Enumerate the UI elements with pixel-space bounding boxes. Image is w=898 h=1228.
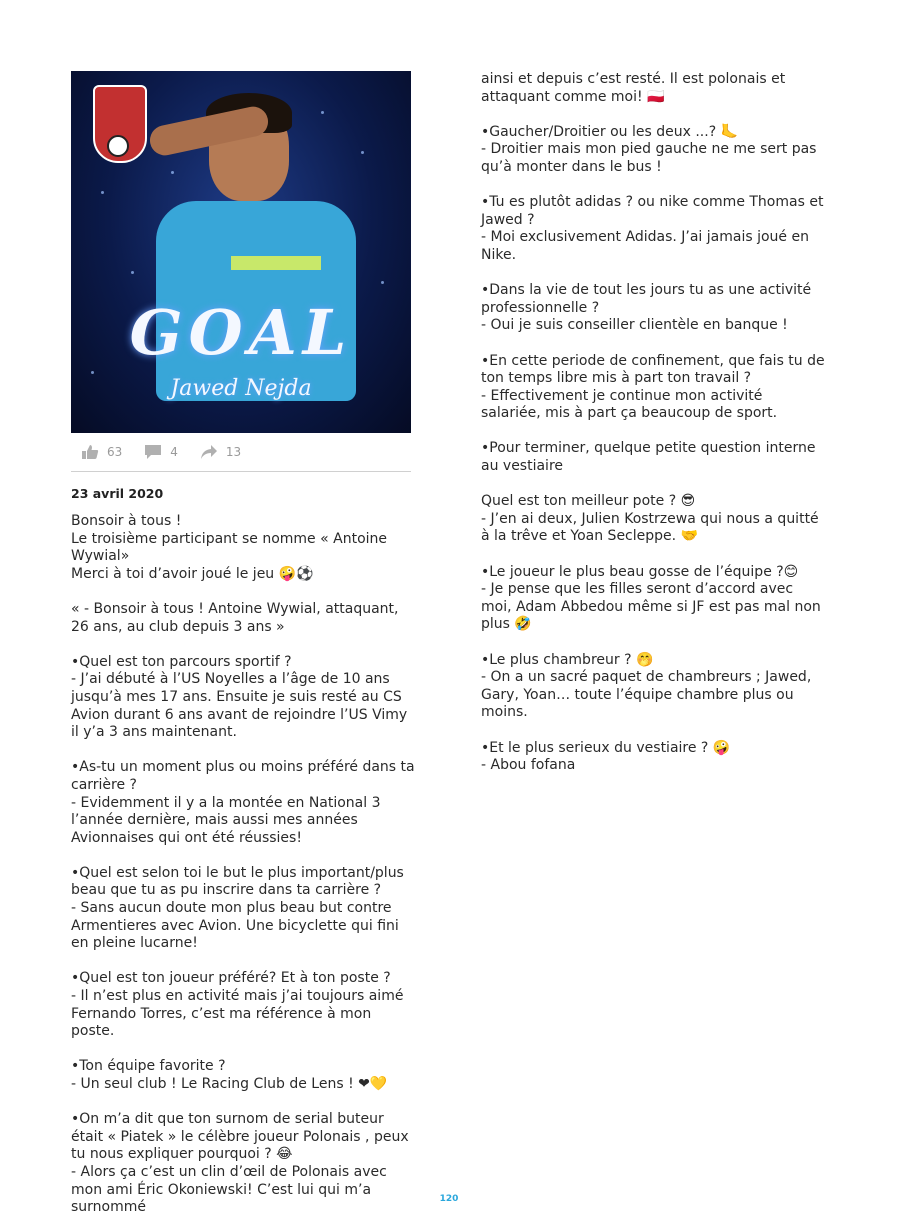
left-column <box>71 71 416 1217</box>
comment-button[interactable] <box>144 444 178 460</box>
share-arrow-icon <box>200 444 218 460</box>
jersey-sponsor <box>231 256 321 270</box>
page-number: 120 <box>439 1194 459 1204</box>
player-name: Jawed Nejda <box>170 376 312 401</box>
post-date: 23 avril 2020 <box>71 486 164 501</box>
comment-icon <box>144 444 162 460</box>
like-button[interactable] <box>81 444 122 460</box>
goal-text: GOAL <box>129 296 353 369</box>
thumbs-up-icon <box>81 444 99 460</box>
right-column <box>481 71 826 775</box>
post-photo[interactable] <box>71 71 411 433</box>
reactions-bar <box>71 433 411 472</box>
likes-count: 63 <box>107 445 123 459</box>
share-button[interactable] <box>200 444 241 460</box>
post-text-right: ainsi et depuis c’est resté. Il est polonais et attaquant comme moi! 🇵🇱 •Gaucher/Droitier ou les deux ...? 🦶 - Droitier mais mon pied gauche ne me sert pas qu’à monter dans le bus ! •Tu es plutôt adidas ? ou nike comme Thomas et Jawed ? - Moi exclusivement Adidas. J’ai jamais joué en Nike. •Dans la vie de tout les jours tu as une activité professionnelle ? - Oui je suis conseiller clientèle en banque ! •En cette periode de confinement, que fais tu de ton temps libre mis à part ton travail ? - Effectivement je continue mon activité salariée, mis à part ça beaucoup de sport. •Pour terminer, quelque petite question interne au vestiaire Quel est ton meilleur pote ? 😎 - J’en ai deux, Julien Kostrzewa qui nous a quitté à la trêve et Yoan Secleppe. 🤝 •Le joueur le plus beau gosse de l’équipe ?😊 - Je pense que les filles seront d’accord avec moi, Adam Abbedou même si JF est pas mal non plus 🤣 •Le plus chambreur ? 🤭 - On a un sacré paquet de chambreurs ; Jawed, Gary, Yoan… toute l’équipe chambre plus ou moins. •Et le plus serieux du vestiaire ? 🤪 - Abou fofana <box>481 71 825 774</box>
shares-count: 13 <box>225 445 242 459</box>
post-text-left: Bonsoir à tous ! Le troisième participant se nomme « Antoine Wywial» Merci à toi d’avoir joué le jeu 🤪⚽ « - Bonsoir à tous ! Antoine Wywial, attaquant, 26 ans, au club depuis 3 ans » •Quel est ton parcours sportif ? - J’ai débuté à l’US Noyelles a l’âge de 10 ans jusqu’à mes 17 ans. Ensuite je suis resté au CS Avion durant 6 ans avant de rejoindre l’US Vimy il y’a 3 ans maintenant. •As-tu un moment plus ou moins préféré dans ta carrière ? - Evidemment il y a la montée en National 3 l’année dernière, mais aussi mes années Avionnaises qui ont été réussies! •Quel est selon toi le but le plus important/plus beau que tu as pu inscrire dans ta carrière ? - Sans aucun doute mon plus beau but contre Armentieres avec Avion. Une bicyclette qui fini en pleine lucarne! •Quel est ton joueur préféré? Et à ton poste ? - Il n’est plus en activité mais j’ai toujours aimé Fernando Torres, c’est ma référence à mon poste. •Ton équipe favorite ? - Un seul club ! Le Racing Club de Lens ! ❤💛 •On m’a dit que ton surnom de serial buteur était « Piatek » le célèbre joueur Polonais , peux tu nous expliquer pourquoi ? 😂 - Alors ça c’est un clin d’œil de Polonais avec mon ami Éric Okoniewski! C’est lui qui m’a surnommé <box>71 513 415 1216</box>
football-icon <box>107 135 129 157</box>
comments-count: 4 <box>170 445 178 459</box>
